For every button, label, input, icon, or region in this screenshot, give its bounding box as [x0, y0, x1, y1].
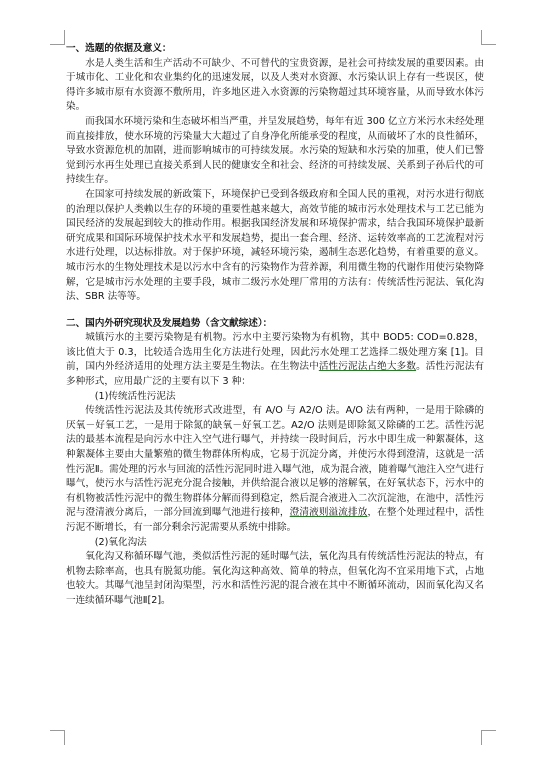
- crop-mark-top-left: [50, 30, 65, 45]
- crop-mark-bottom-left: [50, 730, 65, 745]
- underlined-phrase-activated-sludge: 活性污泥法占绝大多数: [318, 361, 417, 373]
- paragraph-traditional-sludge: [66, 404, 484, 535]
- paragraph-policy-significance: 在国家可持续发展的新政策下，环境保护已受到各级政府和全国人民的重视，对污水进行彻底的治理以保护人类赖以生存的环境的重要性越来越大，高效节能的城市污水处理技术与工艺已能为国民经济的发展起到较大的推动作用。根据我国经济发展和环境保护需求，结合我国环境保护最新研究成果和国际环境保护技术水平和发展趋势，提出一套合理、经济、运转效率高的工艺流程对污水进行处理，以达标排放。对于保护环境，减轻环境污染，遏制生态恶化趋势，有着重要的意义。城市污水的生物处理技术是以污水中含有的污染物作为营养源，利用微生物的代谢作用使污染物降解，它是城市污水处理的主要手段，城市二级污水处理厂常用的方法有：传统活性污泥法、氧化沟法、SBR 法等等。: [66, 188, 484, 303]
- section-heading-research-status: 二、国内外研究现状及发展趋势（含文献综述）：: [66, 317, 273, 329]
- paragraph-traditional-sludge-text-b: ，在整个处理过程中，活性污泥不断增长，有一部分剩余污泥需要从系统中排除。: [66, 507, 485, 533]
- underlined-phrase-overflow: 澄清液则溢流排放: [289, 507, 368, 519]
- paragraph-urban-sewage: [66, 331, 484, 389]
- paragraph-oxidation-ditch: 氧化沟又称循环曝气池，类似活性污泥的延时曝气法，氧化沟具有传统活性污泥法的特点，有机物去除率高，也具有脱氮功能。氧化沟这种高效、简单的特点，但氧化沟不宜采用地下式，占地也较大。其曝气池呈封闭沟渠型，污水和活性污泥的混合液在其中不断循环流动，因而氧化沟又名一连续循环曝气池Ⅱ[2]。: [66, 551, 484, 606]
- paragraph-traditional-sludge-text-a: 传统活性污泥法及其传统形式改进型，有 A/O 与 A2/O 法。A/O 法有两种，一是用于除磷的厌氧－好氧工艺，一是用于除氮的缺氧－好氧工艺。A2/O 法则是即除氮又除磷的工艺。活性污泥法的最基本流程是向污水中注入空气进行曝气，并持续一段时间后，污水中即生成一种絮凝体，这种絮凝体主要由大量繁殖的微生物群体所构成，它易于沉淀分离，并使污水得到澄清，这就是一活性污泥Ⅱ。需处理的污水与回流的活性污泥同时进入曝气池，成为混合液，随着曝气池注入空气进行曝气，使污水与活性污泥充分混合接触，并供给混合液以足够的溶解氧，在好氧状态下，污水中的有机物被活性污泥中的微生物群体分解而得到稳定，然后混合液进入二次沉淀池，在池中，活性污泥与澄清液分离后，一部分回流到曝气池进行接种，: [66, 405, 484, 519]
- paragraph-water-resource: 水是人类生活和生产活动不可缺少、不可替代的宝贵资源，是社会可持续发展的重要因素。由于城市化、工业化和农业集约化的迅速发展，以及人类对水资源、水污染认识上存有一些误区，使得许多城市原有水资源不敷所用，许多地区进入水资源的污染物超过其环境容量，从而导致水体污染。: [66, 57, 484, 113]
- crop-mark-bottom-right: [481, 730, 496, 745]
- list-item-oxidation-ditch: (2)氧化沟法: [94, 536, 147, 548]
- paragraph-pollution-status: 而我国水环境污染和生态破坏相当严重，并呈发展趋势，每年有近 300 亿立方米污水未经处理而直接排放，使水环境的污染量大大超过了自身净化所能承受的程度，从而破坏了水的良性循环，导致水资源危机的加剧，进而影响城市的可持续发展。水污染的短缺和水污染的加重，使人们已警觉到污水再生处理已直接关系到人民的健康安全和社会、经济的可持续发展、关系到子孙后代的可持续生存。: [66, 115, 484, 186]
- list-item-traditional-sludge: (1)传统活性污泥法: [94, 390, 176, 402]
- paragraph-urban-sewage-text-b: 。活性污泥法有多种形式，应用最广泛的主要有以下 3 种：: [66, 361, 485, 388]
- paragraph-urban-sewage-text-a: 城镇污水的主要污染物是有机物。污水中主要污染物为有机物，其中 BOD5: COD=0.828，该比值大于 0.3，比较适合选用生化方法进行处理，因此污水处理工艺选择二级处理方案 [1]。目前，国内外经济适用的处理方法主要是生物法。在生物法中: [66, 332, 484, 373]
- document-body[interactable]: [66, 42, 484, 609]
- section-heading-basis: 一、选题的依据及意义：: [66, 43, 172, 54]
